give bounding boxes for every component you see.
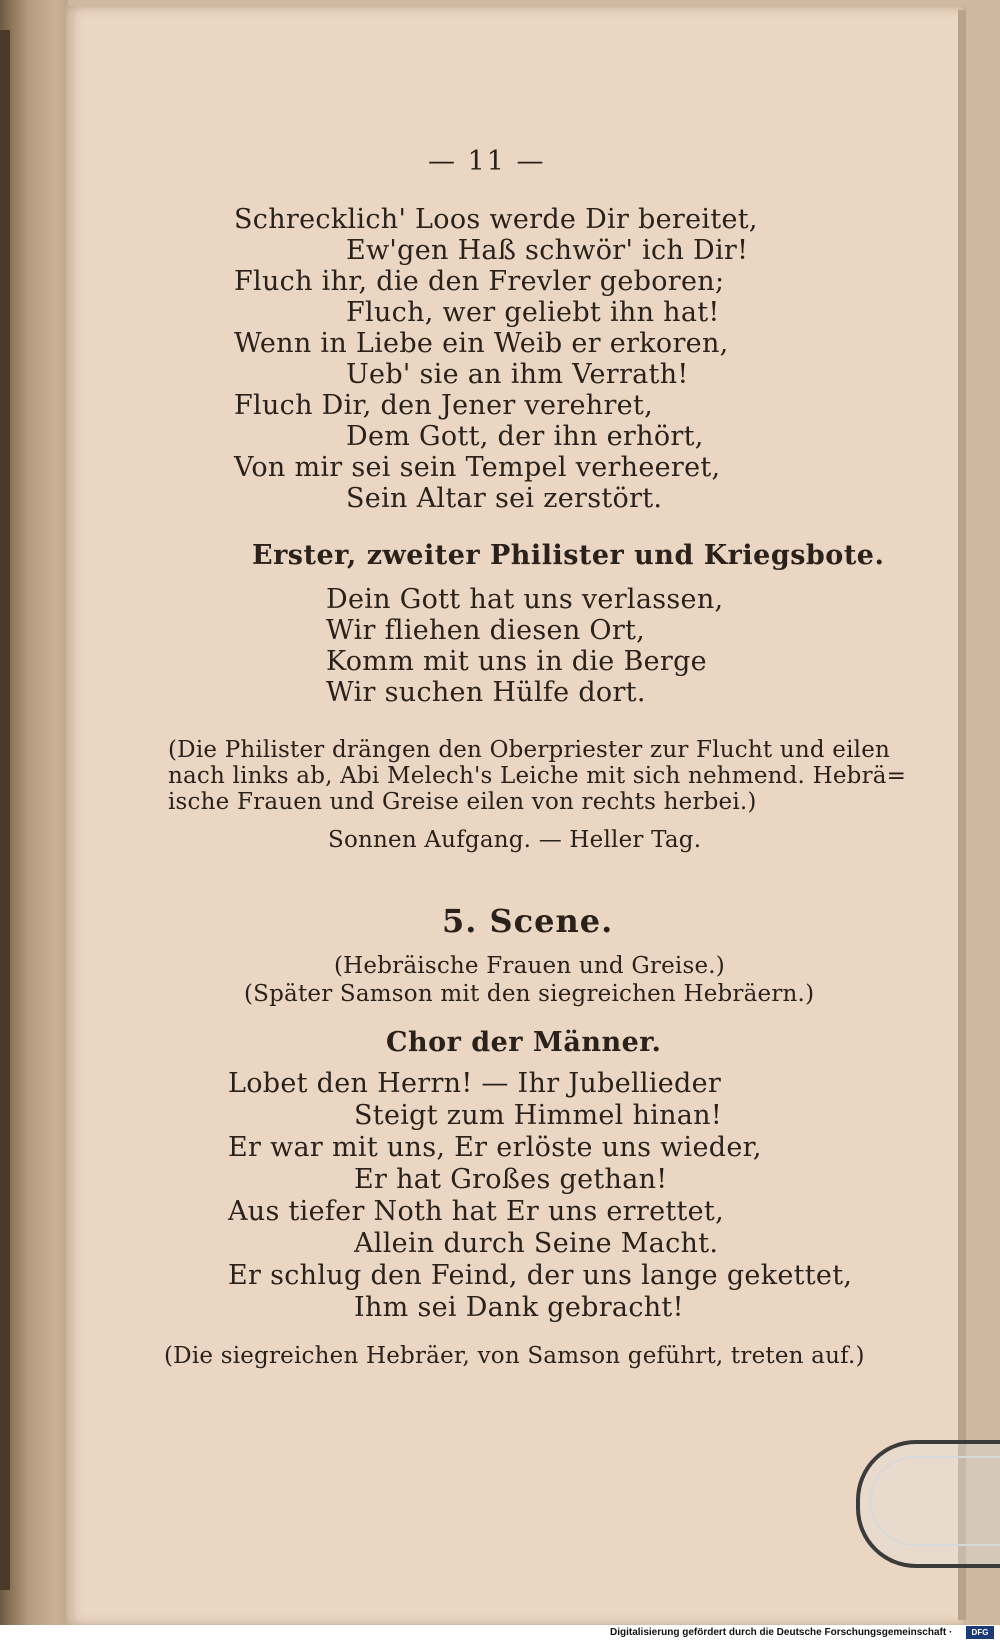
verse-line: Dein Gott hat uns verlassen, — [326, 584, 724, 615]
chorus-heading: Chor der Männer. — [386, 1027, 662, 1058]
book-spine-shadow — [0, 30, 10, 1590]
dfg-logo: DFG — [966, 1626, 994, 1639]
verse-line: Fluch, wer geliebt ihn hat! — [346, 297, 720, 328]
verse-line: Ihm sei Dank gebracht! — [354, 1292, 684, 1323]
page-right-edge — [958, 10, 966, 1620]
footer-credit: Digitalisierung gefördert durch die Deutsche Forschungsgemeinschaft · — [610, 1627, 953, 1638]
stage-direction-line: nach links ab, Abi Melech's Leiche mit sich nehmend. Hebrä= — [168, 763, 907, 789]
scene-title: 5. Scene. — [442, 902, 614, 940]
verse-line: Er hat Großes gethan! — [354, 1164, 668, 1195]
stage-direction-line: (Die Philister drängen den Oberpriester zur Flucht und eilen — [168, 737, 891, 763]
verse-line: Schrecklich' Loos werde Dir bereitet, — [234, 204, 758, 235]
verse-line: Steigt zum Himmel hinan! — [354, 1100, 723, 1131]
speaker-heading: Erster, zweiter Philister und Kriegsbote. — [252, 540, 885, 571]
verse-line: Sein Altar sei zerstört. — [346, 483, 663, 514]
verse-line: Aus tiefer Noth hat Er uns errettet, — [228, 1196, 724, 1227]
page-number: — 11 — — [428, 146, 546, 177]
verse-line: Wir fliehen diesen Ort, — [326, 615, 646, 646]
verse-line: Er schlug den Feind, der uns lange gekettet, — [228, 1260, 853, 1291]
verse-line: Fluch Dir, den Jener verehret, — [234, 390, 653, 421]
verse-line: Lobet den Herrn! — Ihr Jubellieder — [228, 1068, 722, 1099]
scene-description: (Hebräische Frauen und Greise.) — [334, 953, 725, 979]
verse-line: Wir suchen Hülfe dort. — [326, 677, 646, 708]
verse-line: Komm mit uns in die Berge — [326, 646, 707, 677]
verse-line: Ueb' sie an ihm Verrath! — [346, 359, 689, 390]
stage-direction-line: ische Frauen und Greise eilen von rechts herbei.) — [168, 789, 757, 815]
verse-line: Wenn in Liebe ein Weib er erkoren, — [234, 328, 729, 359]
verse-line: Ew'gen Haß schwör' ich Dir! — [346, 235, 749, 266]
scene-description: (Später Samson mit den siegreichen Hebräern.) — [244, 981, 815, 1007]
previous-page-edge — [0, 0, 68, 1630]
verse-line: Dem Gott, der ihn erhört, — [346, 421, 704, 452]
verse-line: Von mir sei sein Tempel verheeret, — [234, 452, 721, 483]
verse-line: Er war mit uns, Er erlöste uns wieder, — [228, 1132, 762, 1163]
verse-line: Allein durch Seine Macht. — [354, 1228, 719, 1259]
time-note: Sonnen Aufgang. — Heller Tag. — [328, 827, 702, 853]
paper-clip-inner-loop — [870, 1456, 1000, 1546]
verse-line: Fluch ihr, die den Frevler geboren; — [234, 266, 725, 297]
stage-direction: (Die siegreichen Hebräer, von Samson geführt, treten auf.) — [164, 1343, 865, 1369]
